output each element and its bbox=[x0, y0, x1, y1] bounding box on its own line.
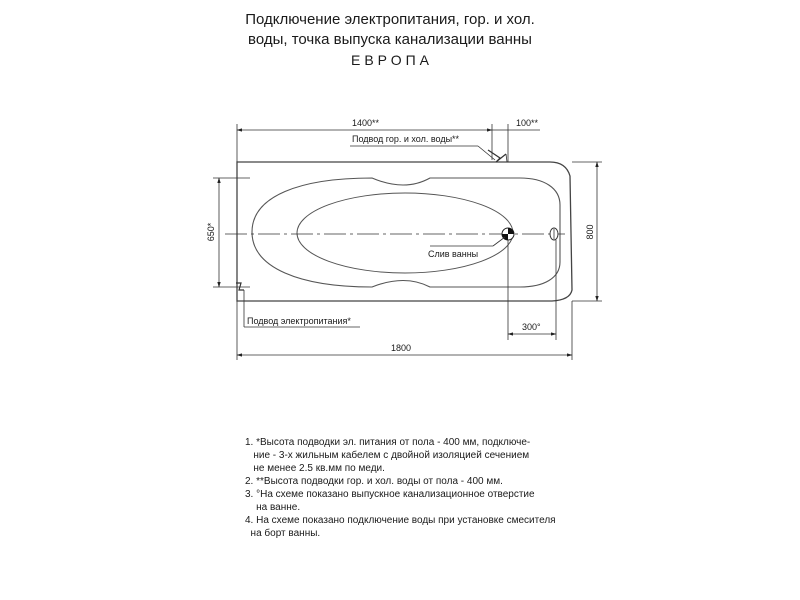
dimension-300-label: 300° bbox=[522, 322, 541, 332]
dimension-1800-label: 1800 bbox=[391, 343, 412, 353]
power-label: Подвод электропитания* bbox=[247, 316, 351, 326]
drain-leader bbox=[430, 237, 505, 246]
note-line: 2. **Высота подводки гор. и хол. воды от пола - 400 мм. bbox=[245, 476, 503, 487]
dimension-100 bbox=[492, 124, 540, 162]
title-model-name: ЕВРОПА bbox=[351, 52, 433, 68]
note-line: на борт ванны. bbox=[245, 528, 321, 539]
notes-list bbox=[245, 436, 556, 540]
note-line: ние - 3-х жильным кабелем с двойной изоляцией сечением bbox=[245, 450, 530, 461]
note-line: 3. °На схеме показано выпускное канализационное отверстие bbox=[245, 489, 535, 500]
dimension-650-label: 650* bbox=[206, 222, 216, 242]
title-line-1: Подключение электропитания, гор. и хол. bbox=[245, 11, 535, 28]
tub-bottom-ellipse bbox=[297, 193, 513, 273]
water-supply-leader bbox=[350, 146, 507, 162]
note-line: на ванне. bbox=[245, 502, 301, 513]
dimension-800-label: 800 bbox=[585, 224, 595, 240]
overflow-symbol bbox=[550, 228, 558, 240]
dimension-1400-label: 1400** bbox=[352, 118, 380, 128]
note-line: 1. *Высота подводки эл. питания от пола - 400 мм, подключе- bbox=[245, 437, 531, 448]
title-line-2: воды, точка выпуска канализации ванны bbox=[248, 31, 532, 48]
note-line: не менее 2.5 кв.мм по меди. bbox=[245, 463, 385, 474]
dimension-650 bbox=[213, 178, 250, 287]
water-supply-label: Подвод гор. и хол. воды** bbox=[352, 134, 460, 144]
note-line: 4. На схеме показано подключение воды при установке смесителя bbox=[245, 515, 556, 526]
dimension-100-label: 100** bbox=[516, 118, 539, 128]
drain-label: Слив ванны bbox=[428, 249, 479, 259]
